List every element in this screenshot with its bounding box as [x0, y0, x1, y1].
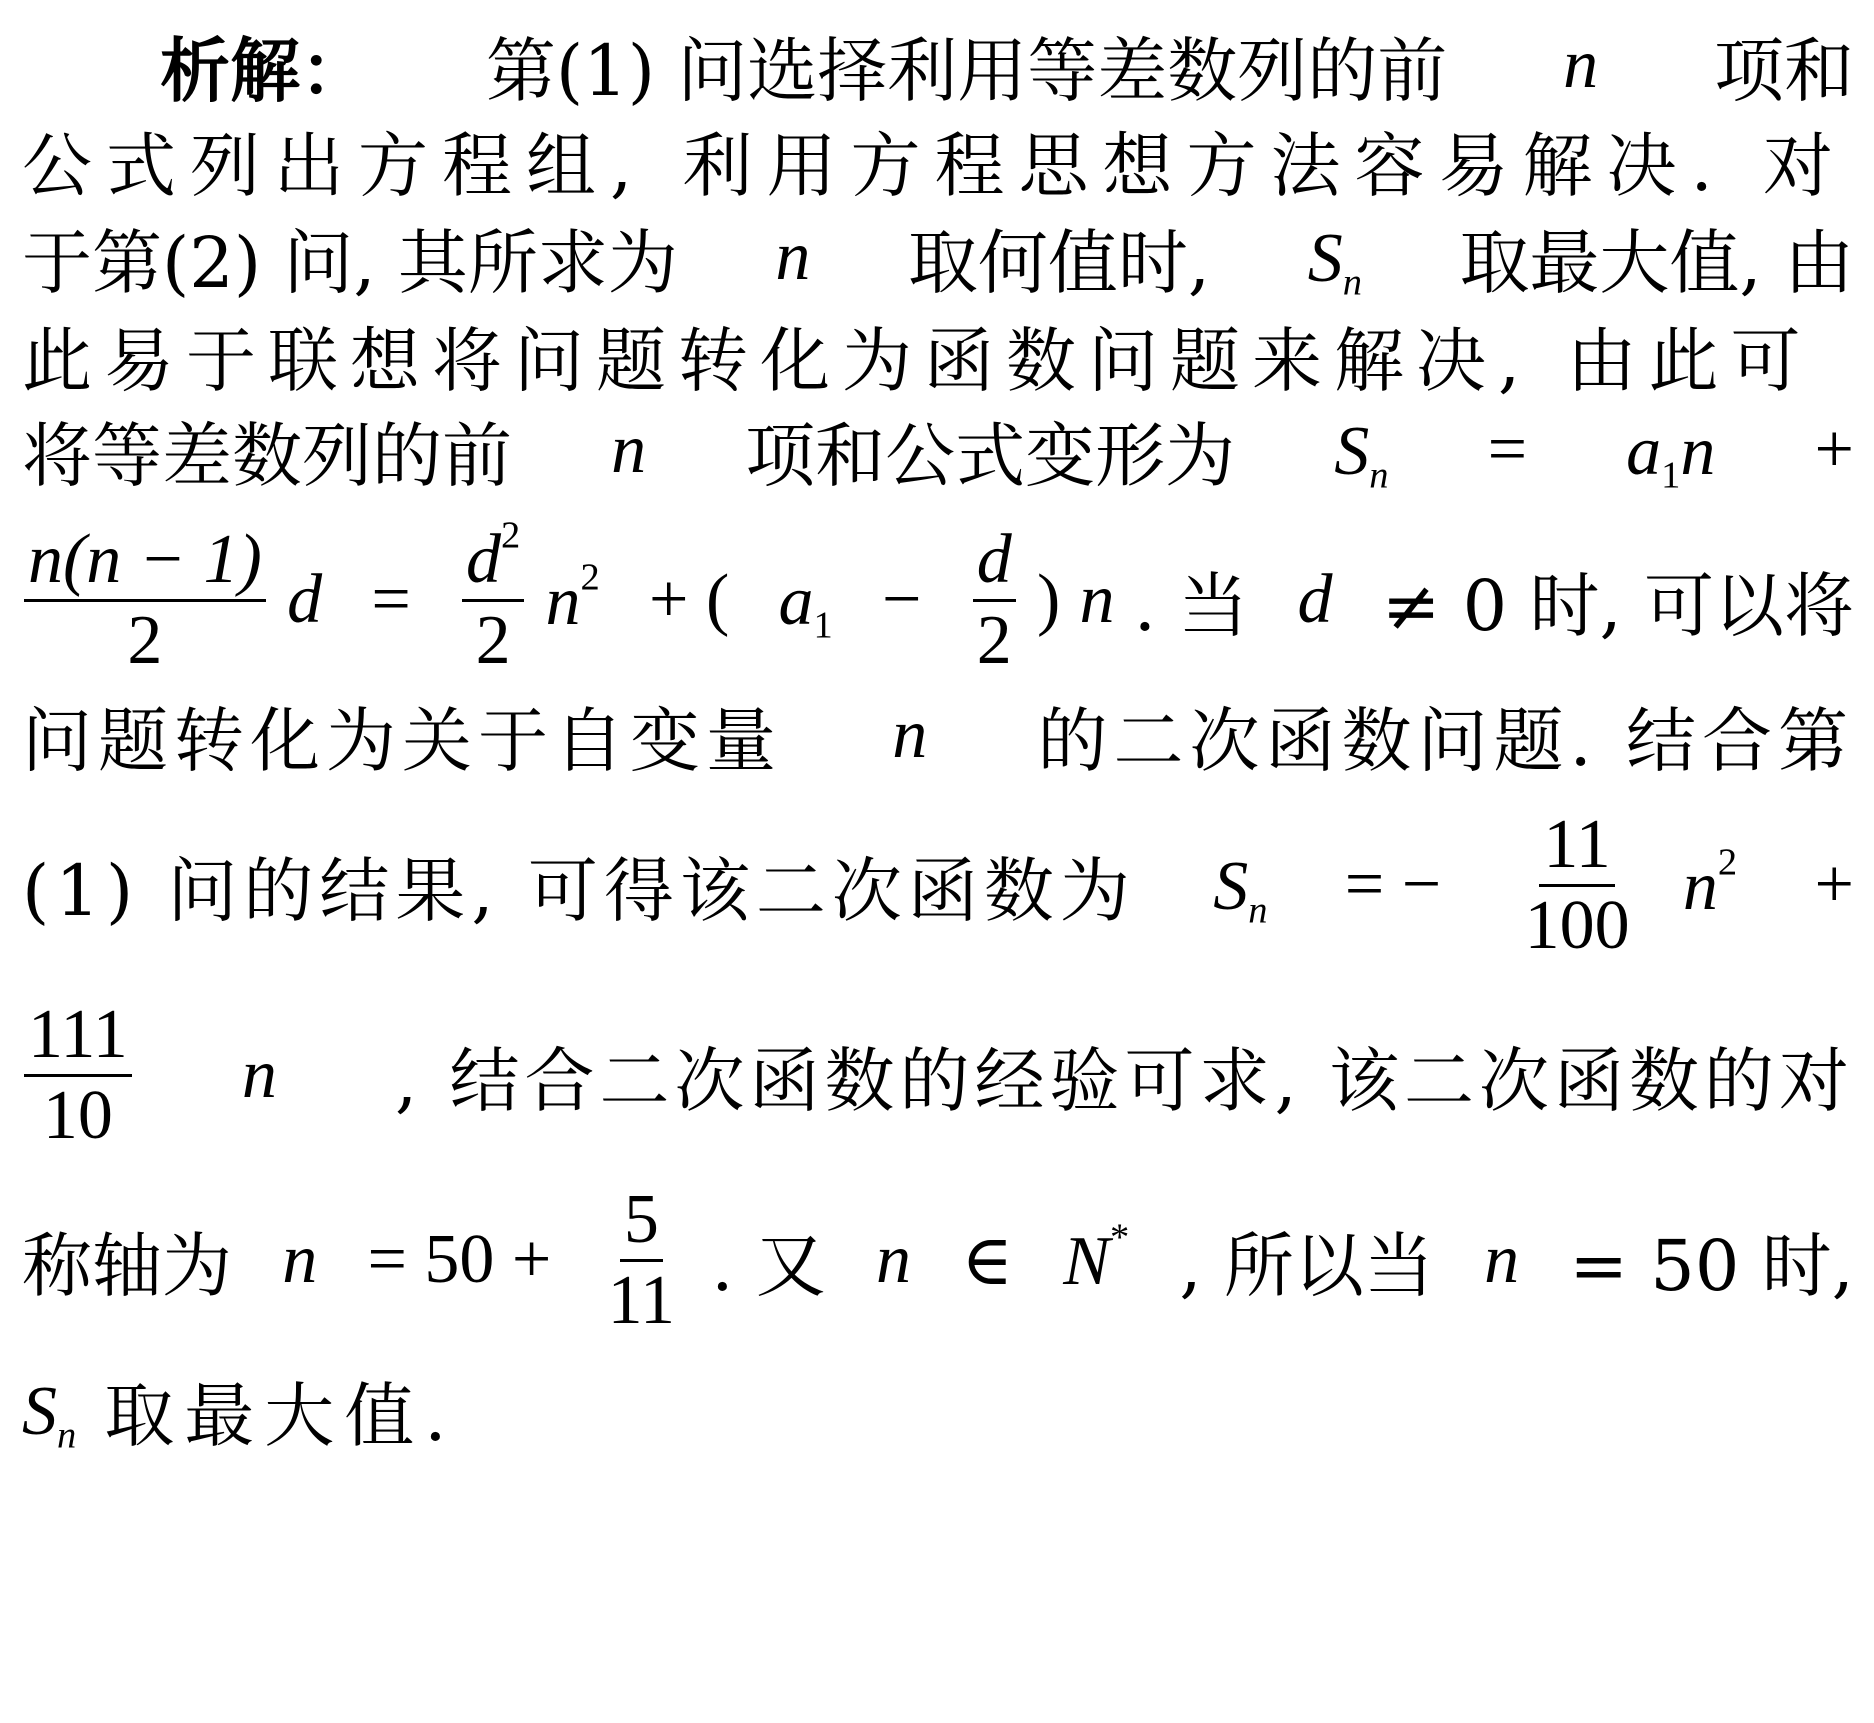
fraction-denominator: 2: [475, 601, 511, 679]
text-line-2: [22, 115, 1854, 205]
symbol-n: n: [545, 562, 581, 640]
text-line-7: [22, 690, 1854, 780]
fraction-numerator: [462, 513, 524, 602]
equals-minus: = −: [1344, 846, 1442, 923]
subscript-1: 1: [1661, 453, 1681, 496]
symbol-a: a: [1626, 412, 1662, 490]
fraction-numerator: 5: [620, 1185, 663, 1262]
line-10-text-c: , 所以当: [1179, 1224, 1434, 1307]
line-11-S-n: [22, 1369, 77, 1456]
line-3-text-c: 取最大值, 由: [1459, 221, 1854, 304]
n-squared: [1682, 840, 1738, 927]
n-squared: [545, 555, 600, 642]
symbol-n: n: [282, 1221, 318, 1298]
equals-sign: =: [1487, 411, 1528, 488]
fraction-denominator: 2: [976, 601, 1012, 679]
symbol-n: n: [1484, 1221, 1520, 1298]
line-10-text-b: . 又: [711, 1224, 826, 1307]
fraction-denominator: 100: [1524, 886, 1630, 964]
line-1-text-b: 项和: [1713, 29, 1854, 112]
text-line-8: [22, 800, 1854, 970]
plus-sign: +: [1814, 846, 1854, 923]
line-6-text-b: ≠ 0 时, 可以将: [1381, 564, 1854, 647]
line-7-text-b: 的二次函数问题. 结合第: [1037, 699, 1854, 782]
line-8-text-a: (1) 问的结果, 可得该二次函数为: [22, 849, 1136, 932]
line-2-text: 公式列出方程组, 利用方程思想方法容易解决. 对: [22, 124, 1848, 207]
fraction-numerator: 111: [24, 1000, 132, 1077]
fraction-n-n-minus-1-over-2: [24, 520, 266, 679]
symbol-S: S: [1213, 847, 1249, 925]
fraction-denominator: 10: [42, 1076, 113, 1154]
fraction-numerator: 11: [1539, 810, 1614, 887]
line-5-a1n: [1626, 409, 1716, 496]
line-6-text-a: . 当: [1133, 564, 1249, 647]
text-line-10: [22, 1175, 1854, 1345]
symbol-S: S: [1307, 219, 1343, 297]
plus-sign: +: [1814, 411, 1854, 488]
text-line-4: [22, 310, 1854, 400]
subscript-n: n: [57, 1413, 77, 1456]
superscript-2: 2: [580, 555, 600, 598]
line-3-S-n: [1307, 216, 1362, 303]
text-line-3: [22, 212, 1854, 302]
subscript-n: n: [1342, 260, 1362, 303]
subscript-n: n: [1248, 888, 1268, 931]
line-9-text: , 结合二次函数的经验可求, 该二次函数的对: [394, 1039, 1854, 1122]
symbol-d: d: [287, 561, 323, 638]
text-line-9: [22, 990, 1854, 1160]
line-10-text-d: = 50 时,: [1569, 1224, 1854, 1307]
text-line-1: [160, 20, 1854, 110]
fraction-denominator: 11: [607, 1261, 676, 1339]
fraction-numerator: d: [973, 525, 1016, 602]
fraction-d2-over-2: [462, 513, 524, 679]
plus-paren: + (: [649, 561, 730, 638]
line-3-text-a: 于第(2) 问, 其所求为: [22, 221, 678, 304]
line-4-text: 此易于联想将问题转化为函数问题来解决, 由此可: [22, 319, 1813, 402]
line-3-text-b: 取何值时,: [907, 221, 1211, 304]
line-7-text-a: 问题转化为关于自变量: [22, 699, 782, 782]
fraction-denominator: 2: [127, 601, 163, 679]
fraction-111-over-10: [24, 995, 132, 1154]
analysis-label: 析解：: [160, 28, 370, 112]
line-7-var-n: n: [892, 696, 928, 773]
text-line-11: [22, 1365, 457, 1455]
symbol-S: S: [22, 1372, 57, 1450]
minus-sign: −: [882, 561, 922, 638]
line-11-text: 取最大值.: [104, 1374, 457, 1457]
line-1-text-a: 第(1) 问选择利用等差数列的前: [485, 29, 1448, 112]
N-star: [1063, 1215, 1130, 1302]
symbol-n: n: [1682, 847, 1718, 925]
fraction-5-over-11: [604, 1180, 679, 1339]
fraction-11-over-100: [1521, 805, 1634, 964]
superscript-star: *: [1109, 1215, 1130, 1258]
text-line-5: [22, 405, 1854, 495]
element-of-sign: ∈: [961, 1222, 1014, 1300]
line-10-text-a: 称轴为: [22, 1224, 232, 1307]
symbol-d: d: [1297, 561, 1333, 638]
fraction-numerator: n(n − 1): [24, 525, 266, 602]
superscript-2: 2: [1717, 840, 1738, 883]
line-8-S-n: [1213, 844, 1268, 931]
line-5-text-b: 项和公式变形为: [745, 414, 1236, 497]
subscript-1: 1: [813, 603, 833, 646]
symbol-n: n: [875, 1221, 911, 1298]
close-paren: ): [1036, 561, 1061, 638]
fraction-d-over-2: [973, 520, 1016, 679]
text-line-6: [22, 513, 1854, 680]
a-sub-1: [778, 559, 833, 646]
subscript-n: n: [1369, 453, 1389, 496]
line-5-var-n: n: [611, 411, 647, 488]
symbol-N: N: [1063, 1222, 1110, 1300]
line-5-S-n: [1334, 409, 1389, 496]
line-5-text-a: 将等差数列的前: [22, 414, 512, 497]
superscript-2: 2: [501, 513, 521, 556]
symbol-n: n: [1680, 412, 1716, 490]
symbol-a: a: [778, 562, 814, 640]
line-1-var-n: n: [1563, 26, 1599, 103]
symbol-n: n: [241, 1036, 277, 1113]
equals-sign: =: [371, 561, 411, 638]
symbol-S: S: [1334, 412, 1370, 490]
symbol-n: n: [1079, 561, 1115, 638]
line-3-var-n: n: [775, 218, 811, 295]
equals-50-plus: = 50 +: [367, 1221, 552, 1298]
symbol-d: d: [466, 520, 502, 598]
